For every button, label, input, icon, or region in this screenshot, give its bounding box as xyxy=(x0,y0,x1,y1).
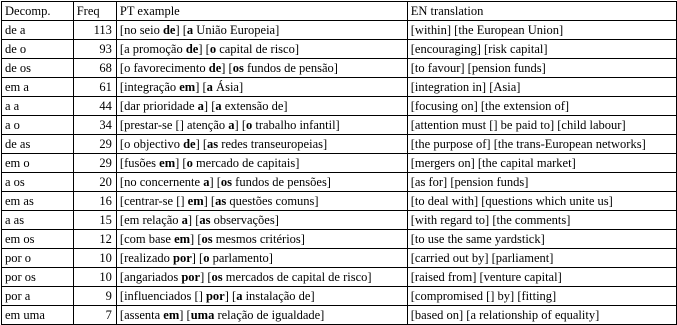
pt-fragment: relação de igualdade] xyxy=(214,308,325,322)
pt-fragment: extensão de] xyxy=(221,99,288,113)
pt-bold-fragment: por xyxy=(173,251,192,265)
en-translation-cell: [as for] [pension funds] xyxy=(407,173,676,192)
pt-fragment: parlamento] xyxy=(209,251,273,265)
pt-fragment: instalação de] xyxy=(242,289,315,303)
freq-cell: 12 xyxy=(73,230,116,249)
pt-fragment: [integração xyxy=(119,80,180,94)
pt-bold-fragment: a xyxy=(215,99,222,113)
pt-fragment: [realizado xyxy=(119,251,173,265)
pt-bold-fragment: os xyxy=(201,232,213,246)
decomp-cell: em o xyxy=(2,154,74,173)
pt-fragment: ] [ xyxy=(195,80,207,94)
pt-example-cell xyxy=(116,306,407,325)
pt-fragment: ] [ xyxy=(221,61,233,75)
pt-fragment: [a promoção xyxy=(119,42,186,56)
pt-fragment: [assenta xyxy=(119,308,164,322)
en-translation-cell: [based on] [a relationship of equality] xyxy=(407,306,676,325)
en-translation-cell: [raised from] [venture capital] xyxy=(407,268,676,287)
header-decomp: Decomp. xyxy=(2,2,74,21)
pt-fragment: ] [ xyxy=(187,213,200,227)
decomp-cell: em uma xyxy=(2,306,74,325)
freq-cell: 93 xyxy=(73,40,116,59)
pt-fragment: mercados de capital de risco] xyxy=(222,270,372,284)
table-row xyxy=(2,78,677,97)
pt-fragment: ] [ xyxy=(195,137,208,151)
en-translation-cell: [to use the same yardstick] xyxy=(407,230,676,249)
en-translation-cell: [encouraging] [risk capital] xyxy=(407,40,676,59)
decomp-cell: em as xyxy=(2,192,74,211)
freq-cell: 34 xyxy=(73,116,116,135)
pt-bold-fragment: a xyxy=(186,23,194,37)
table-row xyxy=(2,135,677,154)
decomp-cell: em os xyxy=(2,230,74,249)
pt-fragment: ] [ xyxy=(190,232,202,246)
pt-bold-fragment: de xyxy=(183,137,196,151)
pt-bold-fragment: a xyxy=(181,213,188,227)
table-row xyxy=(2,268,677,287)
en-translation-cell: [focusing on] [the extension of] xyxy=(407,97,676,116)
pt-bold-fragment: em xyxy=(159,156,176,170)
pt-fragment: [o objectivo xyxy=(119,137,184,151)
pt-fragment: [influenciados [] xyxy=(119,289,206,303)
en-translation-cell: [within] [the European Union] xyxy=(407,21,676,40)
pt-example-cell xyxy=(116,173,407,192)
pt-fragment: ] [ xyxy=(191,251,204,265)
freq-cell: 113 xyxy=(73,21,116,40)
pt-bold-fragment: as xyxy=(199,213,211,227)
pt-fragment: trabalho infantil] xyxy=(252,118,340,132)
en-translation-cell: [compromised [] by] [fitting] xyxy=(407,287,676,306)
decomp-cell: por os xyxy=(2,268,74,287)
pt-bold-fragment: o xyxy=(245,118,253,132)
pt-bold-fragment: as xyxy=(207,137,219,151)
table-row xyxy=(2,21,677,40)
pt-fragment: mesmos critérios] xyxy=(212,232,305,246)
pt-example-cell xyxy=(116,59,407,78)
pt-bold-fragment: em xyxy=(179,80,196,94)
en-translation-cell: [to deal with] [questions which unite us] xyxy=(407,192,676,211)
decomposition-table xyxy=(1,1,677,325)
table-row xyxy=(2,173,677,192)
pt-fragment: ] [ xyxy=(224,289,237,303)
pt-bold-fragment: os xyxy=(211,270,223,284)
pt-bold-fragment: de xyxy=(185,42,199,56)
decomp-cell: de as xyxy=(2,135,74,154)
pt-bold-fragment: de xyxy=(208,61,222,75)
en-translation-cell: [integration in] [Asia] xyxy=(407,78,676,97)
pt-bold-fragment: por xyxy=(181,270,201,284)
pt-fragment: ] [ xyxy=(209,175,221,189)
table-header-row xyxy=(2,2,677,21)
pt-fragment: [centrar-se [] xyxy=(119,194,188,208)
pt-fragment: [com base xyxy=(119,232,175,246)
pt-example-cell xyxy=(116,21,407,40)
pt-bold-fragment: por xyxy=(205,289,225,303)
pt-bold-fragment: a xyxy=(197,99,204,113)
pt-bold-fragment: os xyxy=(232,61,244,75)
pt-bold-fragment: o xyxy=(186,156,193,170)
table-row xyxy=(2,59,677,78)
en-translation-cell: [the purpose of] [the trans-European networks] xyxy=(407,135,676,154)
en-translation-cell: [carried out by] [parliament] xyxy=(407,249,676,268)
pt-example-cell xyxy=(116,287,407,306)
pt-bold-fragment: em xyxy=(187,194,204,208)
table-row xyxy=(2,116,677,135)
en-translation-cell: [mergers on] [the capital market] xyxy=(407,154,676,173)
table-row xyxy=(2,230,677,249)
pt-fragment: [no concernente xyxy=(119,175,204,189)
pt-fragment: [o favorecimento xyxy=(119,61,209,75)
decomp-cell: a o xyxy=(2,116,74,135)
decomp-cell: a os xyxy=(2,173,74,192)
pt-example-cell xyxy=(116,249,407,268)
pt-bold-fragment: de xyxy=(162,23,176,37)
pt-fragment: ] [ xyxy=(203,194,216,208)
pt-fragment: ] [ xyxy=(175,23,187,37)
en-translation-cell: [attention must [] be paid to] [child labour] xyxy=(407,116,676,135)
decomp-cell: de o xyxy=(2,40,74,59)
freq-cell: 29 xyxy=(73,135,116,154)
pt-fragment: ] [ xyxy=(203,99,216,113)
decomp-cell: por o xyxy=(2,249,74,268)
table-body xyxy=(2,21,677,325)
pt-fragment: ] [ xyxy=(175,156,187,170)
table-row xyxy=(2,154,677,173)
table-row xyxy=(2,97,677,116)
pt-bold-fragment: em xyxy=(163,308,180,322)
decomp-cell: por a xyxy=(2,287,74,306)
pt-fragment: Ásia] xyxy=(212,80,244,94)
pt-bold-fragment: os xyxy=(220,175,233,189)
pt-example-cell xyxy=(116,40,407,59)
table-row xyxy=(2,192,677,211)
pt-example-cell xyxy=(116,211,407,230)
decomp-cell: de os xyxy=(2,59,74,78)
freq-cell: 29 xyxy=(73,154,116,173)
pt-example-cell xyxy=(116,97,407,116)
table-row xyxy=(2,211,677,230)
header-freq: Freq xyxy=(73,2,116,21)
decomp-cell: de a xyxy=(2,21,74,40)
pt-fragment: [em relação xyxy=(119,213,182,227)
pt-example-cell xyxy=(116,192,407,211)
freq-cell: 44 xyxy=(73,97,116,116)
decomp-cell: em a xyxy=(2,78,74,97)
header-en-translation: EN translation xyxy=(407,2,676,21)
en-translation-cell: [to favour] [pension funds] xyxy=(407,59,676,78)
pt-bold-fragment: as xyxy=(215,194,227,208)
pt-fragment: fundos de pensões] xyxy=(232,175,331,189)
pt-example-cell xyxy=(116,230,407,249)
pt-bold-fragment: a xyxy=(203,175,210,189)
pt-bold-fragment: a xyxy=(228,118,235,132)
pt-fragment: [no seio xyxy=(119,23,163,37)
freq-cell: 9 xyxy=(73,287,116,306)
header-pt-example: PT example xyxy=(116,2,407,21)
pt-example-cell xyxy=(116,116,407,135)
freq-cell: 20 xyxy=(73,173,116,192)
pt-fragment: ] [ xyxy=(200,270,212,284)
pt-fragment: questões comuns] xyxy=(226,194,319,208)
pt-bold-fragment: em xyxy=(174,232,191,246)
pt-fragment: ] [ xyxy=(179,308,191,322)
table-row xyxy=(2,40,677,59)
freq-cell: 16 xyxy=(73,192,116,211)
freq-cell: 7 xyxy=(73,306,116,325)
pt-bold-fragment: uma xyxy=(190,308,215,322)
pt-fragment: União Europeia] xyxy=(193,23,280,37)
pt-example-cell xyxy=(116,154,407,173)
pt-bold-fragment: o xyxy=(209,42,217,56)
pt-fragment: mercado de capitais] xyxy=(192,156,300,170)
decomp-cell: a as xyxy=(2,211,74,230)
table-row xyxy=(2,287,677,306)
pt-bold-fragment: a xyxy=(206,80,213,94)
pt-fragment: redes transeuropeias] xyxy=(218,137,328,151)
pt-fragment: [prestar-se [] atenção xyxy=(119,118,229,132)
pt-fragment: [angariados xyxy=(119,270,182,284)
pt-fragment: ] [ xyxy=(234,118,246,132)
table-row xyxy=(2,306,677,325)
freq-cell: 10 xyxy=(73,249,116,268)
en-translation-cell: [with regard to] [the comments] xyxy=(407,211,676,230)
pt-fragment: observações] xyxy=(210,213,279,227)
pt-fragment: fundos de pensão] xyxy=(243,61,338,75)
freq-cell: 15 xyxy=(73,211,116,230)
decomp-cell: a a xyxy=(2,97,74,116)
pt-fragment: ] [ xyxy=(198,42,210,56)
freq-cell: 10 xyxy=(73,268,116,287)
pt-fragment: capital de risco] xyxy=(216,42,300,56)
pt-example-cell xyxy=(116,78,407,97)
pt-bold-fragment: o xyxy=(203,251,210,265)
freq-cell: 68 xyxy=(73,59,116,78)
pt-example-cell xyxy=(116,135,407,154)
pt-bold-fragment: a xyxy=(236,289,243,303)
pt-fragment: [dar prioridade xyxy=(119,99,198,113)
pt-example-cell xyxy=(116,268,407,287)
freq-cell: 61 xyxy=(73,78,116,97)
table-row xyxy=(2,249,677,268)
pt-fragment: [fusões xyxy=(119,156,160,170)
